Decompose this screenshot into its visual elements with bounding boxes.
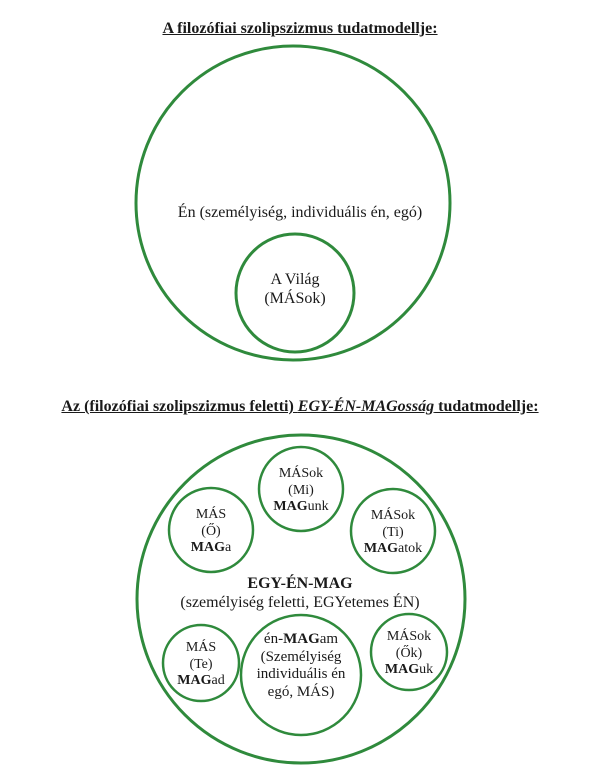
self-label: Én (személyiség, individuális én, egó) [177, 204, 423, 221]
mas-o-label [161, 507, 261, 557]
diagram2-title-part1: Az (filozófiai szolipszizmus feletti) [61, 398, 298, 415]
egy-en-mag-subtitle: (személyiség feletti, EGYetemes ÉN) [180, 593, 420, 611]
self-outer-circle [136, 46, 450, 360]
masok-mi-label [251, 466, 351, 516]
mag-bold: MAG [363, 541, 399, 557]
mas-o-line2: (Ő) [201, 523, 221, 539]
world-label-line1: A Világ [270, 271, 320, 288]
masok-ti-line2: (Ti) [382, 524, 404, 540]
mag-bold: MAG [190, 540, 225, 556]
world-label-line2: (MÁSok) [264, 289, 326, 307]
masok-ok-line1: MÁSok [386, 629, 432, 644]
mag-bold: MAG [384, 662, 420, 678]
masok-ok-line3 [359, 662, 459, 679]
mas-te-line2: (Te) [189, 656, 213, 672]
masok-mi-line3 [251, 499, 351, 516]
masok-mi-line2: (Mi) [288, 482, 314, 498]
masok-ti-line1: MÁSok [370, 508, 416, 523]
en-magam-line3: individuális én [256, 666, 346, 683]
mag-bold: MAG [273, 499, 308, 515]
masok-ok-line2: (Ők) [395, 645, 423, 661]
mag-bold: MAG [283, 631, 320, 647]
mag-suffix: uk [419, 662, 434, 678]
en-magam-line4: egó, MÁS) [267, 684, 335, 701]
egy-en-mag-title: EGY-ÉN-MAG [247, 575, 353, 592]
mag-suffix: a [225, 540, 232, 556]
masok-ok-label [359, 629, 459, 679]
en-magam-line2: (Személyiség [260, 648, 342, 665]
diagram2-title [0, 398, 600, 416]
mag-suffix: ad [211, 673, 225, 689]
masok-mi-line1: MÁSok [278, 466, 324, 481]
mag-bold: MAG [177, 673, 212, 689]
en-magam-line1 [231, 631, 371, 649]
diagram2-title-part2: tudatmodellje: [434, 398, 539, 415]
mag-suffix: unk [307, 499, 329, 515]
egy-en-mag-label [0, 575, 600, 613]
mag-suffix: atok [398, 541, 423, 557]
masok-ti-line3 [343, 541, 443, 558]
mas-o-line3 [161, 540, 261, 557]
masok-ti-label [343, 508, 443, 558]
mas-o-line1: MÁS [195, 507, 227, 522]
diagram2-title-italic: EGY-ÉN-MAGosság [297, 398, 435, 415]
diagram1-title: A filozófiai szolipszizmus tudatmodellje: [162, 20, 438, 37]
en-magam-label [231, 631, 371, 702]
mag-suffix: am [319, 631, 339, 647]
mas-te-line1: MÁS [185, 640, 217, 655]
world-label [235, 271, 355, 309]
en-prefix: én- [263, 631, 284, 647]
